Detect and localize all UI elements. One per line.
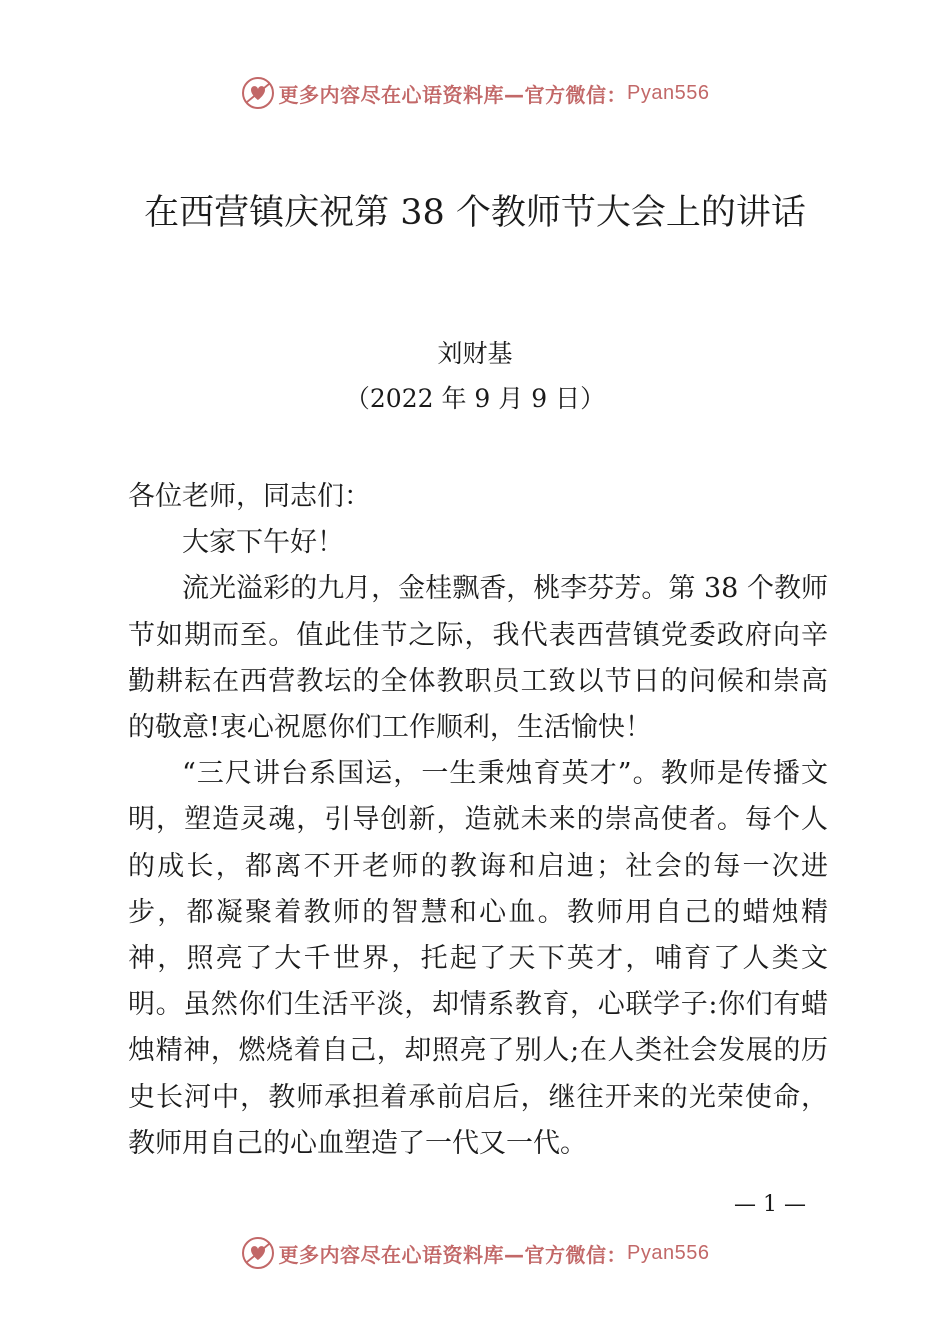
watermark-text: 更多内容尽在心语资料库—官方微信：	[278, 1242, 628, 1267]
document-body	[128, 474, 828, 1167]
watermark-wechat-id: Pyan556	[627, 81, 710, 104]
document-author: 刘财基	[437, 339, 513, 368]
watermark-text: 更多内容尽在心语资料库—官方微信：	[278, 82, 628, 107]
paragraph: 流光溢彩的九月，金桂飘香，桃李芬芳。第 38 个教师节如期而至。值此佳节之际，我代表西营镇党委政府向辛勤耕耘在西营教坛的全体教职员工致以节日的问候和崇高的敬意!衷心祝愿你们工作顺利，生活愉快！	[128, 573, 828, 744]
document-title: 在西营镇庆祝第 38 个教师节大会上的讲话	[144, 193, 806, 233]
document-date: （2022 年 9 月 9 日）	[344, 384, 606, 413]
heart-logo-icon	[241, 1236, 275, 1270]
watermark-header	[0, 74, 950, 112]
watermark-wechat-id: Pyan556	[627, 1241, 710, 1264]
page-number: — 1 —	[734, 1192, 806, 1217]
salutation: 各位老师，同志们：	[128, 481, 371, 512]
paragraph: “三尺讲台系国运，一生秉烛育英才”。教师是传播文明，塑造灵魂，引导创新，造就未来的崇高使者。每个人的成长，都离不开老师的教诲和启迪；社会的每一次进步，都凝聚着教师的智慧和心血。教师用自己的蜡烛精神，照亮了大千世界，托起了天下英才，哺育了人类文明。虽然你们生活平淡，却情系教育，心联学子:你们有蜡烛精神，燃烧着自己，却照亮了别人;在人类社会发展的历史长河中，教师承担着承前启后，继往开来的光荣使命，教师用自己的心血塑造了一代又一代。	[128, 758, 828, 1159]
watermark-footer	[0, 1234, 950, 1272]
paragraph: 大家下午好！	[182, 527, 344, 559]
heart-logo-icon	[241, 76, 275, 110]
